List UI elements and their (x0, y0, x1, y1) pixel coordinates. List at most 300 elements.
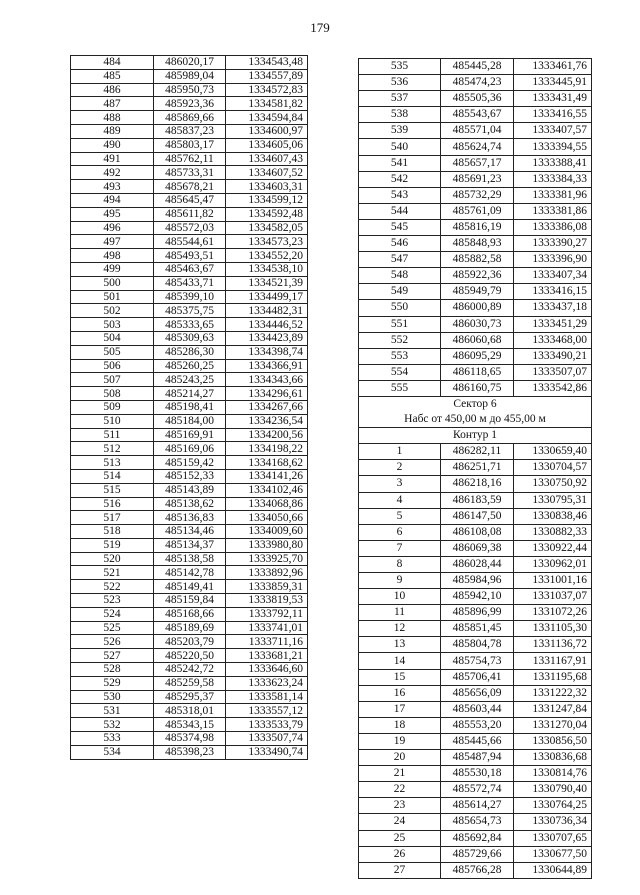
y-coordinate: 1333507,74 (226, 732, 308, 746)
x-coordinate: 485318,01 (154, 704, 226, 718)
y-coordinate: 1333859,31 (226, 580, 308, 594)
table-row (359, 766, 592, 782)
y-coordinate: 1334200,56 (226, 428, 308, 442)
y-coordinate: 1333388,41 (514, 155, 592, 171)
x-coordinate: 486160,75 (441, 380, 514, 396)
table-row (71, 318, 308, 332)
x-coordinate: 486030,73 (441, 316, 514, 332)
table-row (71, 152, 308, 166)
table-row (71, 249, 308, 263)
x-coordinate: 485134,46 (154, 525, 226, 539)
x-coordinate: 485138,58 (154, 552, 226, 566)
table-row (71, 262, 308, 276)
x-coordinate: 485762,11 (154, 152, 226, 166)
table-row (359, 540, 592, 556)
table-row (359, 171, 592, 187)
x-coordinate: 485159,42 (154, 456, 226, 470)
y-coordinate: 1333390,27 (514, 236, 592, 252)
y-coordinate: 1333507,07 (514, 364, 592, 380)
table-row (359, 236, 592, 252)
y-coordinate: 1334267,66 (226, 400, 308, 414)
table-row (71, 166, 308, 180)
table-row (359, 669, 592, 685)
point-number: 27 (359, 862, 441, 878)
y-coordinate: 1333741,01 (226, 621, 308, 635)
x-coordinate: 485544,61 (154, 235, 226, 249)
table-row (71, 525, 308, 539)
x-coordinate: 486095,29 (441, 348, 514, 364)
y-coordinate: 1333381,86 (514, 203, 592, 219)
x-coordinate: 485754,73 (441, 653, 514, 669)
x-coordinate: 485399,10 (154, 290, 226, 304)
x-coordinate: 485803,17 (154, 138, 226, 152)
y-coordinate: 1333437,18 (514, 300, 592, 316)
point-number: 545 (359, 219, 441, 235)
sector-range: Набс от 450,00 м до 455,00 м (359, 412, 592, 428)
x-coordinate: 485851,45 (441, 621, 514, 637)
table-row (71, 594, 308, 608)
y-coordinate: 1334592,48 (226, 207, 308, 221)
point-number: 521 (71, 566, 154, 580)
x-coordinate: 485896,99 (441, 605, 514, 621)
table-row (71, 580, 308, 594)
y-coordinate: 1330750,92 (514, 476, 592, 492)
table-row (359, 862, 592, 878)
point-number: 553 (359, 348, 441, 364)
point-number: 12 (359, 621, 441, 637)
table-row (71, 745, 308, 759)
x-coordinate: 485333,65 (154, 318, 226, 332)
y-coordinate: 1334600,97 (226, 124, 308, 138)
table-row (359, 524, 592, 540)
y-coordinate: 1333623,24 (226, 676, 308, 690)
x-coordinate: 485882,58 (441, 252, 514, 268)
table-row (71, 552, 308, 566)
table-row (71, 621, 308, 635)
y-coordinate: 1330838,46 (514, 508, 592, 524)
x-coordinate: 486069,38 (441, 540, 514, 556)
point-number: 536 (359, 75, 441, 91)
x-coordinate: 485138,62 (154, 497, 226, 511)
x-coordinate: 485295,37 (154, 690, 226, 704)
y-coordinate: 1334366,91 (226, 359, 308, 373)
point-number: 520 (71, 552, 154, 566)
y-coordinate: 1334599,12 (226, 193, 308, 207)
point-number: 515 (71, 483, 154, 497)
table-row (71, 511, 308, 525)
x-coordinate: 485143,89 (154, 483, 226, 497)
x-coordinate: 485949,79 (441, 284, 514, 300)
contour-title-row (359, 428, 592, 444)
x-coordinate: 485733,31 (154, 166, 226, 180)
y-coordinate: 1330882,33 (514, 524, 592, 540)
point-number: 531 (71, 704, 154, 718)
point-number: 7 (359, 540, 441, 556)
y-coordinate: 1334168,62 (226, 456, 308, 470)
table-row (71, 469, 308, 483)
point-number: 543 (359, 187, 441, 203)
y-coordinate: 1330704,57 (514, 460, 592, 476)
page-number: 179 (310, 20, 330, 35)
point-number: 5 (359, 508, 441, 524)
x-coordinate: 485189,69 (154, 621, 226, 635)
point-number: 527 (71, 649, 154, 663)
point-number: 498 (71, 249, 154, 263)
point-number: 490 (71, 138, 154, 152)
y-coordinate: 1330764,25 (514, 798, 592, 814)
x-coordinate: 485260,25 (154, 359, 226, 373)
x-coordinate: 485804,78 (441, 637, 514, 653)
point-number: 496 (71, 221, 154, 235)
x-coordinate: 485611,82 (154, 207, 226, 221)
point-number: 518 (71, 525, 154, 539)
y-coordinate: 1334343,66 (226, 373, 308, 387)
point-number: 513 (71, 456, 154, 470)
table-row (359, 685, 592, 701)
x-coordinate: 485463,67 (154, 262, 226, 276)
table-row (359, 476, 592, 492)
x-coordinate: 485374,98 (154, 732, 226, 746)
table-row (359, 798, 592, 814)
point-number: 14 (359, 653, 441, 669)
point-number: 508 (71, 387, 154, 401)
table-row (359, 605, 592, 621)
table-row (359, 284, 592, 300)
point-number: 497 (71, 235, 154, 249)
point-number: 541 (359, 155, 441, 171)
point-number: 549 (359, 284, 441, 300)
y-coordinate: 1334582,05 (226, 221, 308, 235)
point-number: 516 (71, 497, 154, 511)
table-row (71, 387, 308, 401)
y-coordinate: 1334102,46 (226, 483, 308, 497)
point-number: 533 (71, 732, 154, 746)
x-coordinate: 485603,44 (441, 701, 514, 717)
x-coordinate: 485214,27 (154, 387, 226, 401)
y-coordinate: 1333490,21 (514, 348, 592, 364)
table-row (359, 846, 592, 862)
x-coordinate: 485142,78 (154, 566, 226, 580)
y-coordinate: 1334446,52 (226, 318, 308, 332)
y-coordinate: 1333711,16 (226, 635, 308, 649)
x-coordinate: 485837,23 (154, 124, 226, 138)
point-number: 507 (71, 373, 154, 387)
table-row (71, 428, 308, 442)
x-coordinate: 485169,91 (154, 428, 226, 442)
table-row (359, 155, 592, 171)
y-coordinate: 1334198,22 (226, 442, 308, 456)
table-row (359, 637, 592, 653)
table-row (71, 138, 308, 152)
y-coordinate: 1334482,31 (226, 304, 308, 318)
table-row (359, 556, 592, 572)
point-number: 514 (71, 469, 154, 483)
table-row (359, 300, 592, 316)
x-coordinate: 485159,84 (154, 594, 226, 608)
table-row (71, 235, 308, 249)
y-coordinate: 1333533,79 (226, 718, 308, 732)
y-coordinate: 1334581,82 (226, 97, 308, 111)
point-number: 15 (359, 669, 441, 685)
point-number: 534 (71, 745, 154, 759)
point-number: 9 (359, 573, 441, 589)
x-coordinate: 485766,28 (441, 862, 514, 878)
x-coordinate: 485922,36 (441, 268, 514, 284)
table-row (71, 663, 308, 677)
y-coordinate: 1334499,17 (226, 290, 308, 304)
table-row (71, 124, 308, 138)
point-number: 522 (71, 580, 154, 594)
point-number: 6 (359, 524, 441, 540)
point-number: 503 (71, 318, 154, 332)
table-row (71, 676, 308, 690)
y-coordinate: 1333792,11 (226, 607, 308, 621)
x-coordinate: 486108,08 (441, 524, 514, 540)
y-coordinate: 1333396,90 (514, 252, 592, 268)
point-number: 547 (359, 252, 441, 268)
table-row (71, 83, 308, 97)
table-row (71, 538, 308, 552)
table-row (359, 460, 592, 476)
table-row (359, 203, 592, 219)
point-number: 506 (71, 359, 154, 373)
y-coordinate: 1333925,70 (226, 552, 308, 566)
table-row (359, 139, 592, 155)
x-coordinate: 485136,83 (154, 511, 226, 525)
point-number: 487 (71, 97, 154, 111)
x-coordinate: 485571,04 (441, 123, 514, 139)
point-number: 486 (71, 83, 154, 97)
x-coordinate: 485168,66 (154, 607, 226, 621)
y-coordinate: 1334423,89 (226, 331, 308, 345)
y-coordinate: 1333445,91 (514, 75, 592, 91)
point-number: 540 (359, 139, 441, 155)
y-coordinate: 1331195,68 (514, 669, 592, 685)
y-coordinate: 1330795,31 (514, 492, 592, 508)
point-number: 24 (359, 814, 441, 830)
y-coordinate: 1334141,26 (226, 469, 308, 483)
table-row (359, 364, 592, 380)
point-number: 10 (359, 589, 441, 605)
x-coordinate: 485553,20 (441, 717, 514, 733)
x-coordinate: 485543,67 (441, 107, 514, 123)
y-coordinate: 1333581,14 (226, 690, 308, 704)
point-number: 1 (359, 444, 441, 460)
x-coordinate: 485950,73 (154, 83, 226, 97)
y-coordinate: 1330677,50 (514, 846, 592, 862)
point-number: 532 (71, 718, 154, 732)
y-coordinate: 1331222,32 (514, 685, 592, 701)
y-coordinate: 1334543,48 (226, 56, 308, 70)
point-number: 484 (71, 56, 154, 70)
point-number: 500 (71, 276, 154, 290)
table-row (71, 359, 308, 373)
table-row (71, 718, 308, 732)
point-number: 554 (359, 364, 441, 380)
x-coordinate: 485624,74 (441, 139, 514, 155)
x-coordinate: 485134,37 (154, 538, 226, 552)
x-coordinate: 485242,72 (154, 663, 226, 677)
table-row (71, 221, 308, 235)
point-number: 495 (71, 207, 154, 221)
table-row (359, 75, 592, 91)
y-coordinate: 1330790,40 (514, 782, 592, 798)
table-row (71, 483, 308, 497)
point-number: 489 (71, 124, 154, 138)
y-coordinate: 1330659,40 (514, 444, 592, 460)
table-row (359, 750, 592, 766)
y-coordinate: 1334557,89 (226, 69, 308, 83)
point-number: 26 (359, 846, 441, 862)
y-coordinate: 1334607,52 (226, 166, 308, 180)
table-row (71, 442, 308, 456)
table-row (71, 193, 308, 207)
x-coordinate: 485184,00 (154, 414, 226, 428)
x-coordinate: 485572,03 (154, 221, 226, 235)
table-row (71, 456, 308, 470)
x-coordinate: 486147,50 (441, 508, 514, 524)
x-coordinate: 485942,10 (441, 589, 514, 605)
table-row (71, 635, 308, 649)
table-row (71, 566, 308, 580)
right-coordinate-table (358, 58, 592, 879)
point-number: 544 (359, 203, 441, 219)
x-coordinate: 485706,41 (441, 669, 514, 685)
table-row (359, 814, 592, 830)
point-number: 492 (71, 166, 154, 180)
table-row (359, 589, 592, 605)
x-coordinate: 486060,68 (441, 332, 514, 348)
y-coordinate: 1333646,60 (226, 663, 308, 677)
point-number: 538 (359, 107, 441, 123)
x-coordinate: 485848,93 (441, 236, 514, 252)
x-coordinate: 485729,66 (441, 846, 514, 862)
point-number: 510 (71, 414, 154, 428)
y-coordinate: 1333681,21 (226, 649, 308, 663)
y-coordinate: 1330736,34 (514, 814, 592, 830)
y-coordinate: 1334572,83 (226, 83, 308, 97)
point-number: 509 (71, 400, 154, 414)
point-number: 21 (359, 766, 441, 782)
point-number: 8 (359, 556, 441, 572)
x-coordinate: 485243,25 (154, 373, 226, 387)
point-number: 494 (71, 193, 154, 207)
y-coordinate: 1331270,04 (514, 717, 592, 733)
sector-header (359, 396, 592, 443)
x-coordinate: 485614,27 (441, 798, 514, 814)
x-coordinate: 485203,79 (154, 635, 226, 649)
point-number: 517 (71, 511, 154, 525)
y-coordinate: 1333384,33 (514, 171, 592, 187)
point-number: 25 (359, 830, 441, 846)
x-coordinate: 485445,66 (441, 733, 514, 749)
point-number: 504 (71, 331, 154, 345)
y-coordinate: 1334296,61 (226, 387, 308, 401)
left-coordinate-table (70, 55, 308, 760)
point-number: 512 (71, 442, 154, 456)
x-coordinate: 485309,63 (154, 331, 226, 345)
y-coordinate: 1333416,55 (514, 107, 592, 123)
point-number: 16 (359, 685, 441, 701)
y-coordinate: 1330814,76 (514, 766, 592, 782)
y-coordinate: 1334603,31 (226, 180, 308, 194)
table-row (71, 207, 308, 221)
point-number: 11 (359, 605, 441, 621)
x-coordinate: 485923,36 (154, 97, 226, 111)
x-coordinate: 486282,11 (441, 444, 514, 460)
x-coordinate: 485692,84 (441, 830, 514, 846)
x-coordinate: 485678,21 (154, 180, 226, 194)
point-number: 501 (71, 290, 154, 304)
y-coordinate: 1333407,57 (514, 123, 592, 139)
left-table-body (71, 56, 308, 760)
table-row (71, 111, 308, 125)
table-row (71, 345, 308, 359)
x-coordinate: 485375,75 (154, 304, 226, 318)
point-number: 535 (359, 59, 441, 75)
y-coordinate: 1334594,84 (226, 111, 308, 125)
x-coordinate: 486218,16 (441, 476, 514, 492)
x-coordinate: 486251,71 (441, 460, 514, 476)
x-coordinate: 485286,30 (154, 345, 226, 359)
table-row (359, 187, 592, 203)
point-number: 493 (71, 180, 154, 194)
table-row (359, 252, 592, 268)
y-coordinate: 1331247,84 (514, 701, 592, 717)
point-number: 511 (71, 428, 154, 442)
y-coordinate: 1331167,91 (514, 653, 592, 669)
table-row (359, 717, 592, 733)
table-row (71, 290, 308, 304)
point-number: 537 (359, 91, 441, 107)
point-number: 529 (71, 676, 154, 690)
table-row (71, 276, 308, 290)
table-row (71, 56, 308, 70)
x-coordinate: 485198,41 (154, 400, 226, 414)
point-number: 525 (71, 621, 154, 635)
point-number: 488 (71, 111, 154, 125)
x-coordinate: 485343,15 (154, 718, 226, 732)
x-coordinate: 486183,59 (441, 492, 514, 508)
y-coordinate: 1334398,74 (226, 345, 308, 359)
table-row (71, 400, 308, 414)
y-coordinate: 1330962,01 (514, 556, 592, 572)
table-row (71, 690, 308, 704)
point-number: 524 (71, 607, 154, 621)
y-coordinate: 1334573,23 (226, 235, 308, 249)
table-row (71, 97, 308, 111)
point-number: 23 (359, 798, 441, 814)
table-row (71, 304, 308, 318)
table-row (359, 123, 592, 139)
table-row (71, 704, 308, 718)
point-number: 19 (359, 733, 441, 749)
point-number: 18 (359, 717, 441, 733)
x-coordinate: 485530,18 (441, 766, 514, 782)
x-coordinate: 485398,23 (154, 745, 226, 759)
x-coordinate: 485493,51 (154, 249, 226, 263)
point-number: 552 (359, 332, 441, 348)
y-coordinate: 1334236,54 (226, 414, 308, 428)
y-coordinate: 1333416,15 (514, 284, 592, 300)
x-coordinate: 485505,36 (441, 91, 514, 107)
table-row (71, 373, 308, 387)
sector-title-row (359, 396, 592, 412)
y-coordinate: 1333407,34 (514, 268, 592, 284)
table-row (359, 348, 592, 364)
right-table-body-bottom (359, 444, 592, 879)
table-row (71, 180, 308, 194)
